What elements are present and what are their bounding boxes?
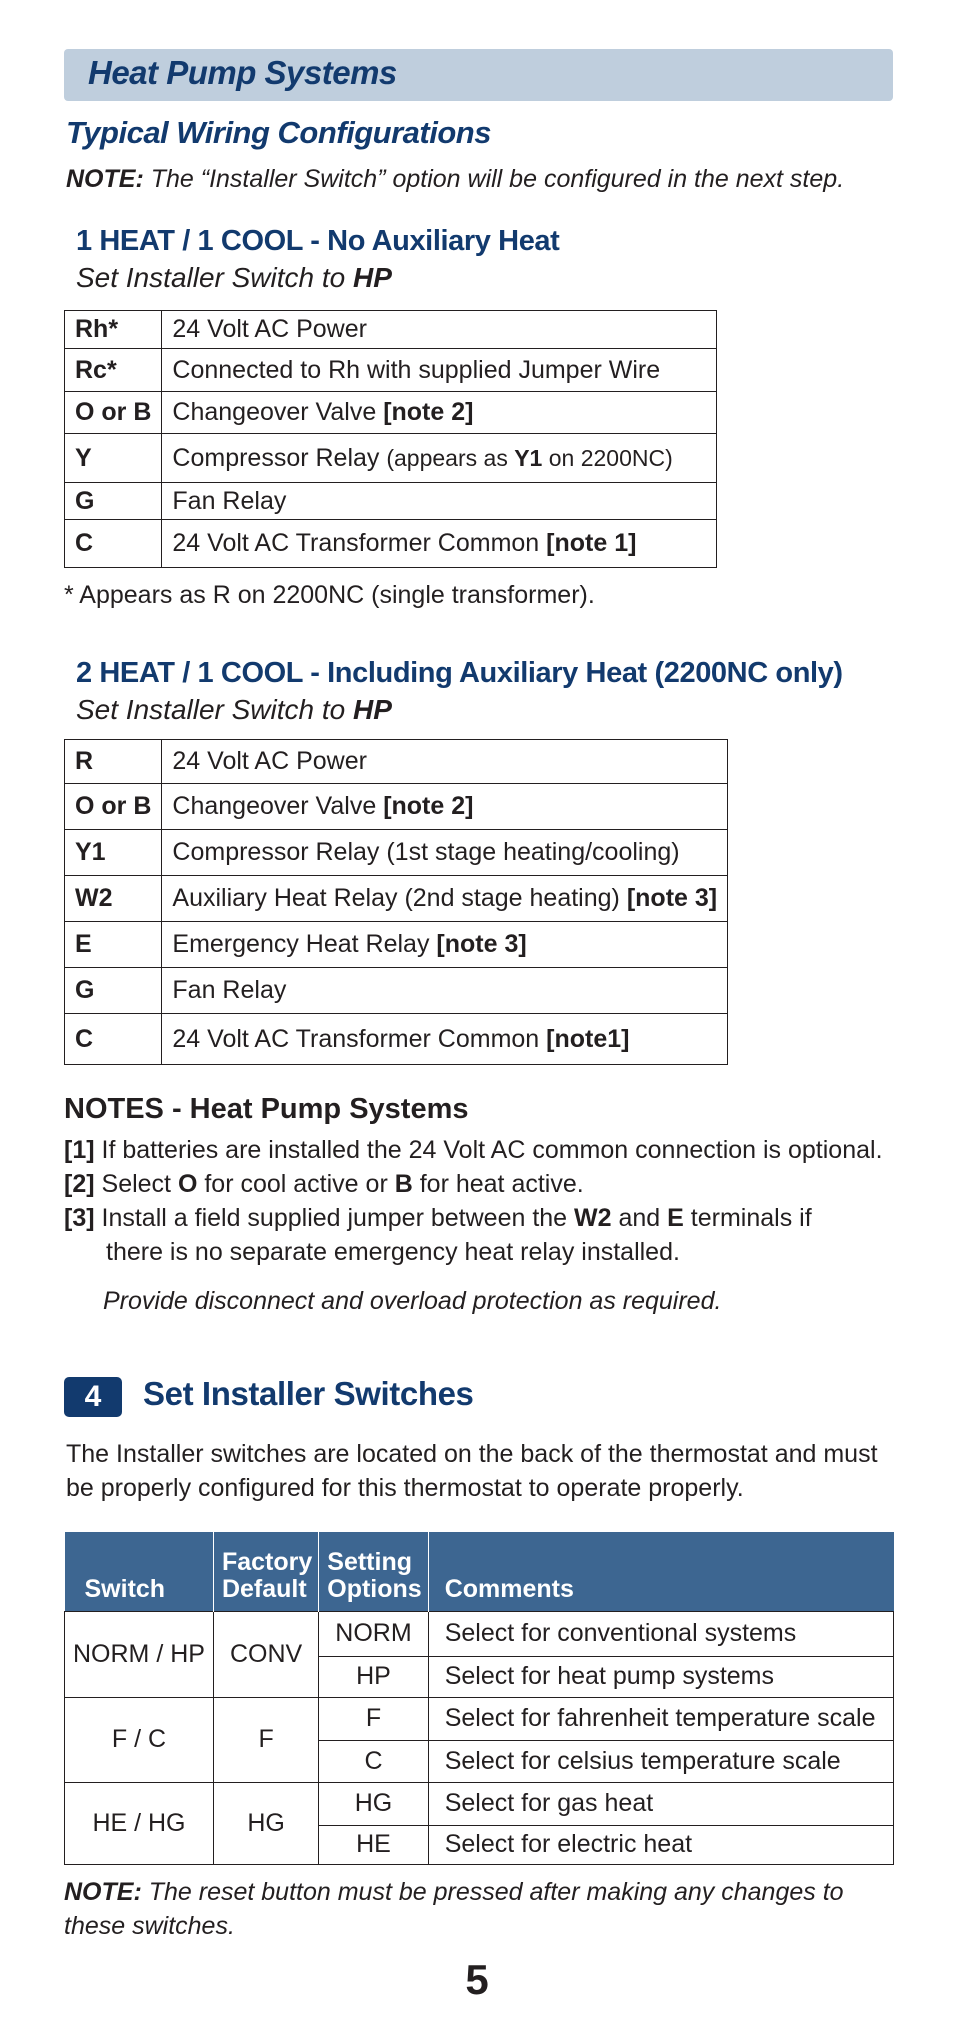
reset-note-label: NOTE: <box>64 1878 142 1906</box>
reset-note: NOTE: The reset button must be pressed after making any changes to <box>64 1878 844 1906</box>
setting-option: HE <box>319 1825 428 1864</box>
setting-option: F <box>319 1697 428 1740</box>
terminal-description: 24 Volt AC Power <box>162 740 728 784</box>
terminal-description: Emergency Heat Relay [note 3] <box>162 922 728 968</box>
config1-title: 1 HEAT / 1 COOL - No Auxiliary Heat <box>76 225 560 257</box>
terminal-description: 24 Volt AC Power <box>162 311 717 349</box>
setting-option: NORM <box>319 1611 428 1656</box>
terminal-description: Fan Relay <box>162 968 728 1014</box>
terminal-label: G <box>65 968 162 1014</box>
table-header-row <box>65 1532 894 1611</box>
top-note-text: The “Installer Switch” option will be configured in the next step. <box>143 165 845 193</box>
step-number-badge: 4 <box>64 1377 122 1417</box>
terminal-label: Y1 <box>65 830 162 876</box>
step-intro-line1: The Installer switches are located on the back of the thermostat and must <box>66 1440 878 1468</box>
terminal-label: Rh* <box>65 311 162 349</box>
column-header-switch: Switch <box>65 1532 214 1611</box>
setting-option: C <box>319 1740 428 1782</box>
step-title: Set Installer Switches <box>143 1375 474 1412</box>
switch-name: NORM / HP <box>65 1611 214 1697</box>
config1-subtitle-value: HP <box>353 262 392 293</box>
table-row <box>65 434 717 483</box>
terminal-description: Changeover Valve [note 2] <box>162 784 728 830</box>
note-1: [1] If batteries are installed the 24 Volt AC common connection is optional. <box>64 1136 883 1164</box>
page-number: 5 <box>465 1956 489 2003</box>
setting-comment: Select for celsius temperature scale <box>428 1740 893 1782</box>
terminal-description: 24 Volt AC Transformer Common [note 1] <box>162 520 717 568</box>
table-row <box>65 520 717 568</box>
terminal-label: W2 <box>65 876 162 922</box>
setting-comment: Select for conventional systems <box>428 1611 893 1656</box>
step-intro-line2: be properly configured for this thermostat to operate properly. <box>66 1474 744 1502</box>
column-header-setting-options: Setting Options <box>319 1532 428 1611</box>
reset-note-line2: these switches. <box>64 1912 235 1940</box>
terminal-label: C <box>65 520 162 568</box>
config1-footnote: * Appears as R on 2200NC (single transformer). <box>64 581 595 609</box>
note-3-continued: there is no separate emergency heat relay installed. <box>106 1238 680 1266</box>
table-row <box>65 1782 894 1825</box>
setting-option: HG <box>319 1782 428 1825</box>
column-header-factory-default: Factory Default <box>213 1532 318 1611</box>
wiring-table-1 <box>64 310 717 568</box>
terminal-description: Connected to Rh with supplied Jumper Wire <box>162 349 717 392</box>
config2-subtitle-prefix: Set Installer Switch to <box>76 694 354 725</box>
note-number: [3] <box>64 1204 95 1232</box>
terminal-description: Changeover Valve [note 2] <box>162 392 717 434</box>
column-header-comments: Comments <box>428 1532 893 1611</box>
terminal-label: Rc* <box>65 349 162 392</box>
notes-title: NOTES - Heat Pump Systems <box>64 1093 469 1125</box>
table-row <box>65 349 717 392</box>
terminal-description: Compressor Relay (1st stage heating/cooling) <box>162 830 728 876</box>
note-3: [3] Install a field supplied jumper between the W2 and E terminals if <box>64 1204 812 1232</box>
config2-title: 2 HEAT / 1 COOL - Including Auxiliary Heat (2200NC only) <box>76 657 843 689</box>
setting-comment: Select for gas heat <box>428 1782 893 1825</box>
disconnect-note: Provide disconnect and overload protection as required. <box>103 1287 722 1315</box>
terminal-description: Fan Relay <box>162 483 717 520</box>
setting-option: HP <box>319 1656 428 1697</box>
table-row <box>65 1014 728 1065</box>
note-number: [1] <box>64 1136 95 1164</box>
table-row <box>65 392 717 434</box>
terminal-description: 24 Volt AC Transformer Common [note1] <box>162 1014 728 1065</box>
switch-name: F / C <box>65 1697 214 1782</box>
terminal-label: Y <box>65 434 162 483</box>
table-row <box>65 830 728 876</box>
section-banner <box>64 49 893 101</box>
section-title: Typical Wiring Configurations <box>66 115 491 150</box>
wiring-table-2 <box>64 739 728 1065</box>
switch-name: HE / HG <box>65 1782 214 1864</box>
terminal-label: R <box>65 740 162 784</box>
note-number: [2] <box>64 1170 95 1198</box>
table-row <box>65 876 728 922</box>
table-row <box>65 1697 894 1740</box>
factory-default: CONV <box>213 1611 318 1697</box>
terminal-description: Auxiliary Heat Relay (2nd stage heating) [note 3] <box>162 876 728 922</box>
factory-default: HG <box>213 1782 318 1864</box>
table-row <box>65 784 728 830</box>
table-row <box>65 1611 894 1656</box>
setting-comment: Select for heat pump systems <box>428 1656 893 1697</box>
note-2: [2] Select O for cool active or B for heat active. <box>64 1170 584 1198</box>
factory-default: F <box>213 1697 318 1782</box>
config2-subtitle-value: HP <box>353 694 392 725</box>
setting-comment: Select for electric heat <box>428 1825 893 1864</box>
terminal-label: C <box>65 1014 162 1065</box>
terminal-label: O or B <box>65 392 162 434</box>
config2-subtitle <box>76 694 392 726</box>
config1-subtitle-prefix: Set Installer Switch to <box>76 262 354 293</box>
terminal-label: E <box>65 922 162 968</box>
top-note-label: NOTE: <box>66 165 144 193</box>
terminal-description: Compressor Relay (appears as Y1 on 2200NC) <box>162 434 717 483</box>
table-row <box>65 483 717 520</box>
top-note <box>66 165 844 194</box>
table-row <box>65 922 728 968</box>
config1-subtitle <box>76 262 392 294</box>
terminal-label: O or B <box>65 784 162 830</box>
table-row <box>65 968 728 1014</box>
table-row <box>65 311 717 349</box>
installer-switch-table <box>64 1532 894 1865</box>
terminal-label: G <box>65 483 162 520</box>
setting-comment: Select for fahrenheit temperature scale <box>428 1697 893 1740</box>
table-row <box>65 740 728 784</box>
banner-title: Heat Pump Systems <box>88 54 397 91</box>
